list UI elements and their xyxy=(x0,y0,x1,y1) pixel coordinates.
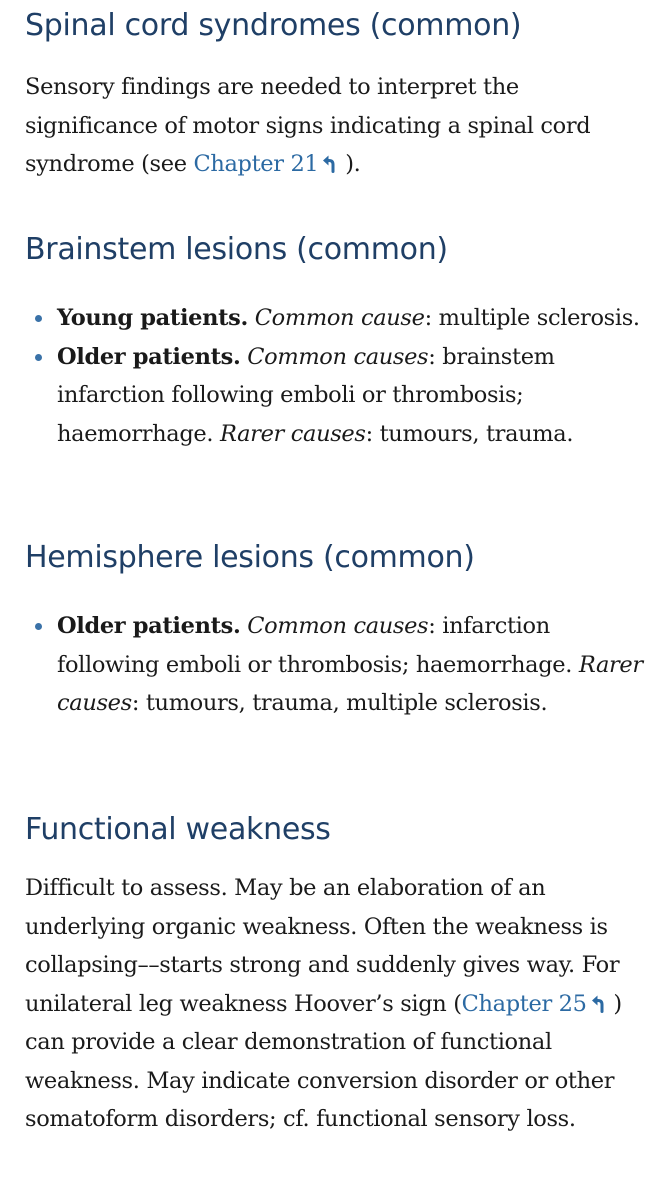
paragraph-text: Difficult to assess. May be an elaboration of an underlying organic weakness. Often the weakness is collapsing––starts strong and suddenly gives way. For unilateral leg weakness Hoover’s sign ( xyxy=(25,875,620,1017)
paragraph-text: ). xyxy=(338,151,361,177)
heading-spinal-cord-syndromes: Spinal cord syndromes (common) xyxy=(25,8,522,43)
return-arrow-icon xyxy=(591,994,607,1014)
heading-hemisphere-lesions: Hemisphere lesions (common) xyxy=(25,540,475,575)
item-label: Common cause xyxy=(254,305,425,331)
bullet-icon xyxy=(35,354,42,361)
item-text: : brainstem infarction following emboli or thrombosis; haemorrhage. xyxy=(57,343,555,447)
paragraph-functional-weakness xyxy=(25,869,645,1139)
chapter-25-link-label: Chapter 25 xyxy=(461,990,587,1017)
item-lead: Older patients. xyxy=(57,613,241,639)
bullet-icon xyxy=(35,623,42,630)
hemisphere-list xyxy=(25,607,645,723)
item-text: : infarction following emboli or thrombosis; haemorrhage. xyxy=(57,613,579,678)
brainstem-list xyxy=(25,299,645,453)
paragraph-spinal-cord xyxy=(25,68,645,184)
heading-functional-weakness: Functional weakness xyxy=(25,812,331,847)
chapter-21-link-label: Chapter 21 xyxy=(193,151,319,177)
item-text: : multiple sclerosis. xyxy=(424,305,640,331)
paragraph-text: ) can provide a clear demonstration of functional weakness. May indicate conversion disorder or other somatoform disorders; cf. functional sensory loss. xyxy=(25,990,622,1132)
item-label: Common causes xyxy=(247,343,429,370)
list-item xyxy=(25,299,645,338)
list-item xyxy=(25,607,645,723)
paragraph-text: Sensory findings are needed to interpret the significance of motor signs indicating a spinal cord syndrome (see xyxy=(25,74,591,177)
item-lead: Young patients. xyxy=(57,305,248,331)
heading-brainstem-lesions: Brainstem lesions (common) xyxy=(25,232,448,267)
item-label: Rarer causes xyxy=(220,420,366,447)
item-label: Common causes xyxy=(247,613,429,639)
item-text: : tumours, trauma, multiple sclerosis. xyxy=(131,690,548,716)
item-label: Rarer causes xyxy=(57,651,643,716)
bullet-icon xyxy=(35,315,42,322)
item-text: : tumours, trauma. xyxy=(365,420,574,447)
chapter-25-link[interactable] xyxy=(462,991,607,1017)
chapter-21-link[interactable] xyxy=(193,151,338,177)
list-item xyxy=(25,338,645,454)
return-arrow-icon xyxy=(322,154,338,174)
item-lead: Older patients. xyxy=(57,343,241,370)
